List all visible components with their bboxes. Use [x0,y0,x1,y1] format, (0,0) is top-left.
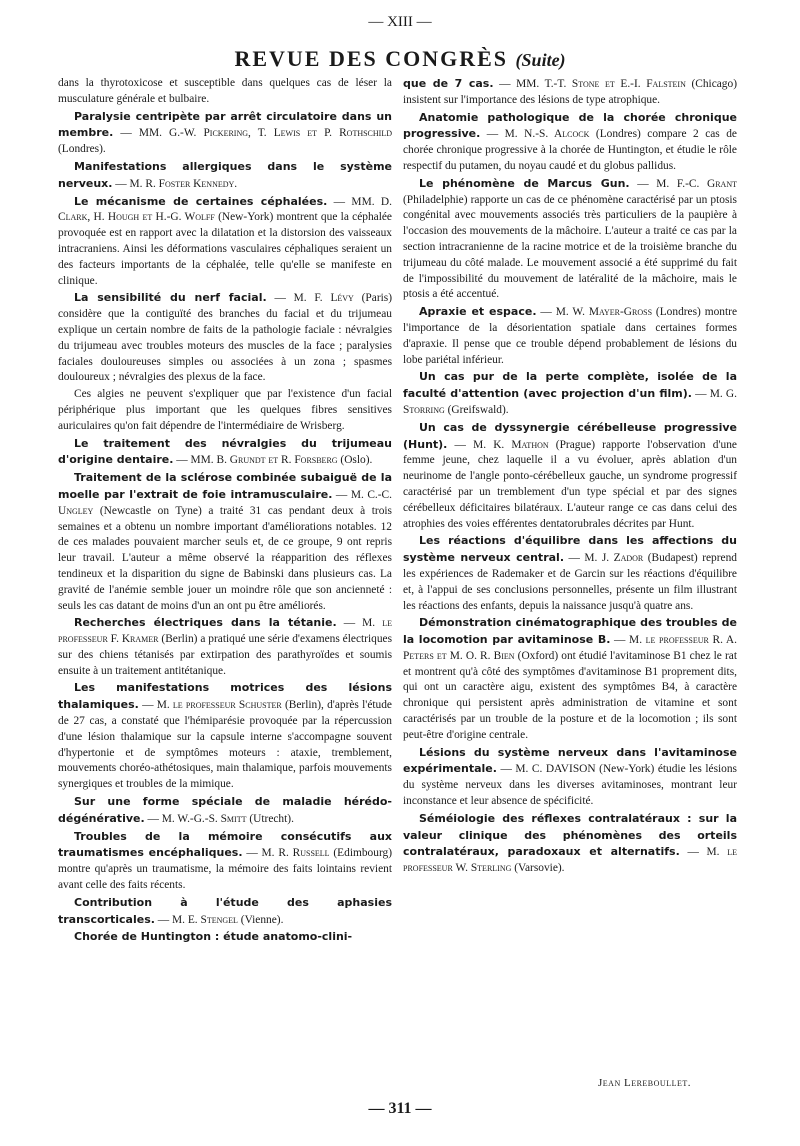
entry-text: (Prague) rapporte l'observation d'une femme jeune, chez laquelle il a vu évoluer, après ablation d'un neurinome de l'angle ponto-cérébelleux gauche, un syndrome progressif caractérisé par un tremblement d'un type spécial et par des signes cérébelleux déficitaires bilatéraux. L'auteur range ce cas dans celui des atrophies des voies efférentes dentatorubrales décrites par Hunt. [403,438,737,530]
entry-authors: — M. N.-S. Alcock [480,128,590,141]
entry-authors: — M. E. Stengel [154,913,238,926]
article-entry [58,615,392,679]
entry-text: (Vienne). [237,913,284,926]
entry-text: (Newcastle on Tyne) a traité 31 cas pendant deux à trois semaines et a obtenu un nombre important d'améliorations notables. 12 de ces malades pouvaient marcher seuls et, de ce groupe, 9 ont repris leur travail. L'auteur a même observé la réapparition des réflexes tendineux et la disparition du signe de Babinski dans plusieurs cas. La gravité de l'anémie semble jouer un moindre rôle que son ancienneté : seuls les cas datant de moins d'un an ont pu être améliorés. [58,504,392,612]
entry-text: (Oxford) ont étudié l'avitaminose B1 chez le rat et montrent qu'à côté des symptômes d'avitaminose B1 proprement dits, qui ont un caractère aigu, existent des symptômes B4, à caractère chronique qui persistent après administration de vitamine et sont caractérisés par un trouble de la posture et de la locomotion ; ils sont peut-être d'origine centrale. [403,649,737,741]
entry-heading: Lésions du système nerveux dans l'avitaminose expérimentale. [403,745,737,776]
article-entry [58,109,392,158]
article-entry [58,680,392,793]
entry-text: (Edimbourg) montre qu'après un traumatisme, la mémoire des faits lointains revient avant celle des faits récents. [58,847,393,892]
article-entry [58,470,392,614]
entry-text: (Philadelphie) rapporte un cas de ce phénomène caractérisé par un ptosis congénital avec mouvements associés très particuliers de la paupière à l'occasion des mouvements de la mâchoire. L'auteur a traité ce cas par la section intracranienne de la racine motrice et de la troisième branche du trijumeau du côté malade. Le mouvement associé a été supprimé du fait de l'impossibilité du mouvement de latéralité de la mâchoire, mais le ptosis a été accentué. [403,193,737,301]
article-entry [403,745,737,810]
entry-text: (Berlin) a pratiqué une série d'examens électriques sur des chiens tétanisés par extirpation des parathyroïdes et soumis ensuite à un traitement antitétanique. [58,633,393,677]
entry-text: (Berlin), d'après l'étude de 27 cas, a constaté que l'hémiparésie provoquée par la répercussion d'une lésion thalamique sur la capsule interne s'accompagne souvent d'hypertonie et de symptômes moteurs : ataxie, tremblement, mouvements choréo-athétosiques, main thalamique, parfois mouvements synergiques et troubles de la mimique. [58,699,392,791]
entry-text: (New-York) montrent que la céphalée provoquée est en rapport avec la dilatation et la distorsion des vaisseaux intracraniens. Ainsi les déformations vasculaires céphaliques seraient un des facteurs importants de la céphalée, telle qu'elle se manifeste en clinique. [58,211,392,287]
article-entry [403,533,737,614]
article-entry [58,829,392,894]
entry-heading: Sur une forme spéciale de maladie hérédo-dégénérative. [58,795,392,825]
entry-heading: Un cas de dyssynergie cérébelleuse progressive (Hunt). [403,420,737,451]
entry-heading: Un cas pur de la perte complète, isolée de la faculté d'attention (avec projection d'un film). [403,370,737,401]
entry-heading: Recherches électriques dans la tétanie. [74,616,337,630]
entry-authors: — M. J. Zador [564,552,644,565]
entry-text: (Oslo). [337,454,373,467]
entry-text: (New-York) étudie les lésions du système nerveux dans les diverses avitaminoses, montrant leur inconstance et leur absence de spécificité. [403,763,737,808]
entry-text: (Utrecht). [246,812,294,825]
entry-heading: Apraxie et espace. [419,305,537,319]
article-entry [58,194,392,290]
entry-heading: Paralysie centripète par arrêt circulatoire dans un membre. [58,109,392,140]
entry-heading: Manifestations allergiques dans le système nerveux. [58,159,392,190]
article-entry [403,811,737,877]
entry-heading: Anatomie pathologique de la chorée chronique progressive. [403,110,737,141]
entry-text: (Budapest) reprend les expériences de Rademaker et de Garcin sur les réactions d'équilibre et, à l'appui de ses conclusions personnelles, présente un film illustrant les réactions des enfants, depuis la naissance jusqu'à quatre ans. [403,552,737,612]
entry-heading: Le traitement des névralgies du trijumeau d'origine dentaire. [58,436,392,467]
entry-authors: — M. le professeur W. Sterling [403,846,737,875]
article-entry [403,420,737,533]
entry-authors: — M. G. Storring [403,388,738,416]
page-number: — 311 — [368,1100,432,1117]
entry-authors: — M. W. Mayer-Gross [536,306,653,319]
article-entry [58,895,392,929]
entry-heading: Traitement de la sclérose combinée subaiguë de la moelle par l'extrait de foie intramusculaire. [58,471,392,501]
article-entry [403,110,737,175]
entry-authors: — M. W.-G.-S. Smitt [144,812,247,825]
right-column [403,76,737,878]
entry-authors: — M. K. Mathon [447,438,549,451]
entry-heading: Chorée de Huntington : étude anatomo-clini- [74,930,353,944]
entry-authors: — M. R. Russell [242,847,330,860]
article-entry [58,290,392,386]
entry-text: (Londres) compare 2 cas de chorée chronique progressive à la chorée de Huntington, et étudie le rôle respectif du putamen, du noyau caudé et du globus pallidus. [403,128,737,172]
article-entry [58,794,392,828]
title-text: REVUE DES CONGRÈS [234,46,509,71]
article-entry [58,436,392,470]
entry-authors: — M. le professeur F. Kramer [58,617,392,646]
entry-heading: Les manifestations motrices des lésions thalamiques. [58,681,392,712]
left-column [58,76,392,947]
entry-authors: — M. R. Foster Kennedy. [112,177,238,190]
article-entry [58,76,392,108]
entry-authors: — M. F. Lévy [266,292,354,305]
entry-text: (Varsovie). [511,862,565,875]
article-entry [58,159,392,193]
entry-text: dans la thyrotoxicose et susceptible dans quelques cas de léser la musculature générale et bulbaire. [58,77,392,105]
entry-text: Ces algies ne peuvent s'expliquer que par l'existence d'un facial périphérique plus important que les quelques fibres sensitives auriculaires qu'on fait dépendre de l'intermédiaire de Wrisberg. [58,388,392,432]
entry-authors: — MM. G.-W. Pickering, T. Lewis et P. Rothschild [113,127,392,140]
entry-heading: La sensibilité du nerf facial. [74,291,267,305]
title-suite: (Suite) [515,50,566,70]
entry-authors: — MM. T.-T. Stone et E.-I. Falstein [493,78,686,90]
entry-text: (Londres) montre l'importance de la désorientation spatiale dans certaines formes d'apraxie. Il pense que ce trouble dépend probablement de lésions du lobe pariétal inférieur. [403,306,738,366]
article-entry [403,76,737,109]
running-header: — XIII — [368,14,432,30]
entry-heading: Séméiologie des réflexes contralatéraux : sur la valeur clinique des phénomènes des orteils contralatéraux, paradoxaux et alternatifs. [403,811,737,859]
entry-heading: Démonstration cinématographique des troubles de la locomotion par avitaminose B. [403,616,737,647]
article-entry [58,929,392,946]
entry-heading: Le phénomène de Marcus Gun. [419,176,630,190]
entry-heading: Contribution à l'étude des aphasies transcorticales. [58,895,392,926]
article-entry [403,369,737,418]
page-title [0,46,800,72]
entry-authors: — M. C. DAVISON [496,763,596,776]
article-entry [58,387,392,434]
entry-text: (Londres). [58,143,106,156]
entry-heading: Les réactions d'équilibre dans les affections du système nerveux central. [403,534,737,565]
entry-authors: — MM. D. Clark, H. Hough et H.-G. Wolff [58,195,392,224]
entry-authors: — MM. B. Grundt et R. Forsberg [173,454,338,467]
article-entry [403,615,737,743]
entry-authors: — M. C.-C. Ungley [58,488,393,517]
entry-text: (Paris) considère que la contiguïté des branches du facial et du trijumeau explique un certain nombre de faits de la pathologie faciale : névralgies du trijumeau avec troubles moteurs des muscles de la face ; paralysies faciales douloureuses simples ou associées à un zona ; spasmes douloureux ; névralgies des plexus de la face. [58,292,392,384]
signature: Jean Lereboullet. [598,1077,691,1089]
entry-authors: — M. le professeur Schuster [138,699,282,712]
article-entry [403,176,737,303]
entry-heading: Le mécanisme de certaines céphalées. [74,194,328,208]
entry-heading: Troubles de la mémoire consécutifs aux traumatismes encéphaliques. [58,829,392,860]
entry-authors: — M. le professeur R. A. Peters et M. O. R. Bien [403,634,737,662]
entry-heading: que de 7 cas. [403,77,494,90]
entry-authors: — M. F.-C. Grant [629,177,737,190]
entry-text: (Greifswald). [444,403,509,416]
entry-text: (Chicago) insistent sur l'importance des lésions de type atrophique. [403,78,737,106]
article-entry [403,304,737,368]
